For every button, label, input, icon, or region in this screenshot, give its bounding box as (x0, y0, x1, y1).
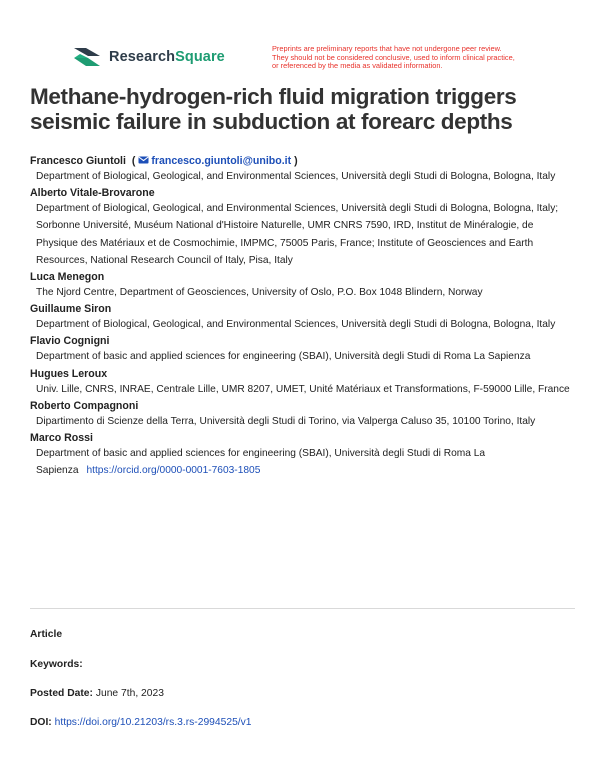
author-entry (30, 399, 575, 430)
notice-line: They should not be considered conclusive, used to inform clinical practice, (272, 52, 515, 62)
author-entry (30, 367, 575, 398)
preprint-notice (272, 45, 547, 71)
author-name-line (30, 154, 575, 168)
orcid-link[interactable]: https://orcid.org/0000-0001-7603-1805 (86, 465, 261, 477)
author-name: Guillaume Siron (30, 303, 112, 316)
author-name: Alberto Vitale-Brovarone (30, 187, 155, 200)
author-name: Roberto Compagnoni (30, 399, 139, 412)
doi-label: DOI: (30, 717, 52, 728)
author-name: Luca Menegon (30, 271, 105, 284)
author-affiliation: Univ. Lille, CNRS, INRAE, Centrale Lille, UMR 8207, UMET, Unité Matériaux et Transformations, F-59000 Lille, France (36, 383, 570, 395)
title-line: seismic failure in subduction at forearc depths (30, 109, 513, 134)
author-email-wrapper: ( francesco.giuntoli@unibo.it ) (128, 155, 298, 167)
author-affiliation: Dipartimento di Scienze della Terra, Università degli Studi di Torino, via Valperga Caluso 35, 10100 Torino, Italy (36, 415, 536, 427)
author-entry (30, 334, 575, 365)
author-entry (30, 270, 575, 301)
keywords-label: Keywords: (30, 659, 83, 670)
section-divider (30, 608, 575, 609)
notice-line: Preprints are preliminary reports that have not undergone peer review. (272, 44, 502, 53)
notice-line: or referenced by the media as validated information. (272, 61, 443, 71)
author-name: Flavio Cognigni (30, 335, 110, 348)
keywords-row (30, 659, 83, 670)
research-square-logo[interactable] (72, 46, 225, 68)
page-header (72, 46, 542, 76)
brand-name-part1: Research (109, 49, 176, 65)
envelope-icon (138, 156, 149, 164)
title-line: Methane-hydrogen-rich fluid migration triggers (30, 84, 517, 109)
posted-date-value: June 7th, 2023 (95, 688, 164, 699)
author-entry (30, 302, 575, 333)
author-entry (30, 154, 575, 185)
posted-date-row (30, 688, 164, 699)
paper-title (30, 84, 575, 134)
posted-date-label: Posted Date: (30, 688, 93, 699)
article-type-label: Article (30, 629, 63, 640)
author-entry (30, 431, 575, 479)
author-affiliation (30, 445, 575, 479)
author-affiliation: Department of Biological, Geological, and Environmental Sciences, Università degli Studi di Bologna, Bologna, Italy (36, 171, 556, 182)
doi-row (30, 717, 252, 728)
brand-name-part2: Square (175, 49, 225, 65)
author-entry (30, 186, 575, 269)
author-affiliation: Department of Biological, Geological, and Environmental Sciences, Università degli Studi di Bologna, Bologna, Italy; Sorbonne Université, Muséum National d'Histoire Naturelle, UMR CNRS 7590, IRD, Institut de Minéralogie, de Physique des Matériaux et de Cosmochimie, IMPMC, 75005 Paris, France; Institute of Geosciences and Earth Resources, National Research Council of Italy, Pisa, Italy (36, 203, 559, 266)
author-name: Francesco Giuntoli (30, 155, 126, 167)
doi-link[interactable]: https://doi.org/10.21203/rs.3.rs-2994525/v1 (54, 717, 252, 728)
research-square-logo-icon (72, 46, 102, 68)
brand-name (109, 49, 225, 65)
author-list (30, 154, 575, 480)
author-email-link[interactable]: francesco.giuntoli@unibo.it (151, 155, 292, 167)
author-affiliation: The Njord Centre, Department of Geosciences, University of Oslo, P.O. Box 1048 Blindern, Norway (36, 287, 483, 299)
author-affiliation-text: Department of basic and applied sciences for engineering (SBAI), Università degli Studi di Roma La Sapienza (36, 448, 486, 477)
article-type (30, 629, 62, 640)
author-name: Marco Rossi (30, 432, 93, 445)
author-name: Hugues Leroux (30, 367, 108, 380)
author-affiliation: Department of Biological, Geological, and Environmental Sciences, Università degli Studi di Bologna, Bologna, Italy (36, 319, 556, 331)
author-affiliation: Department of basic and applied sciences for engineering (SBAI), Università degli Studi di Roma La Sapienza (36, 351, 531, 363)
